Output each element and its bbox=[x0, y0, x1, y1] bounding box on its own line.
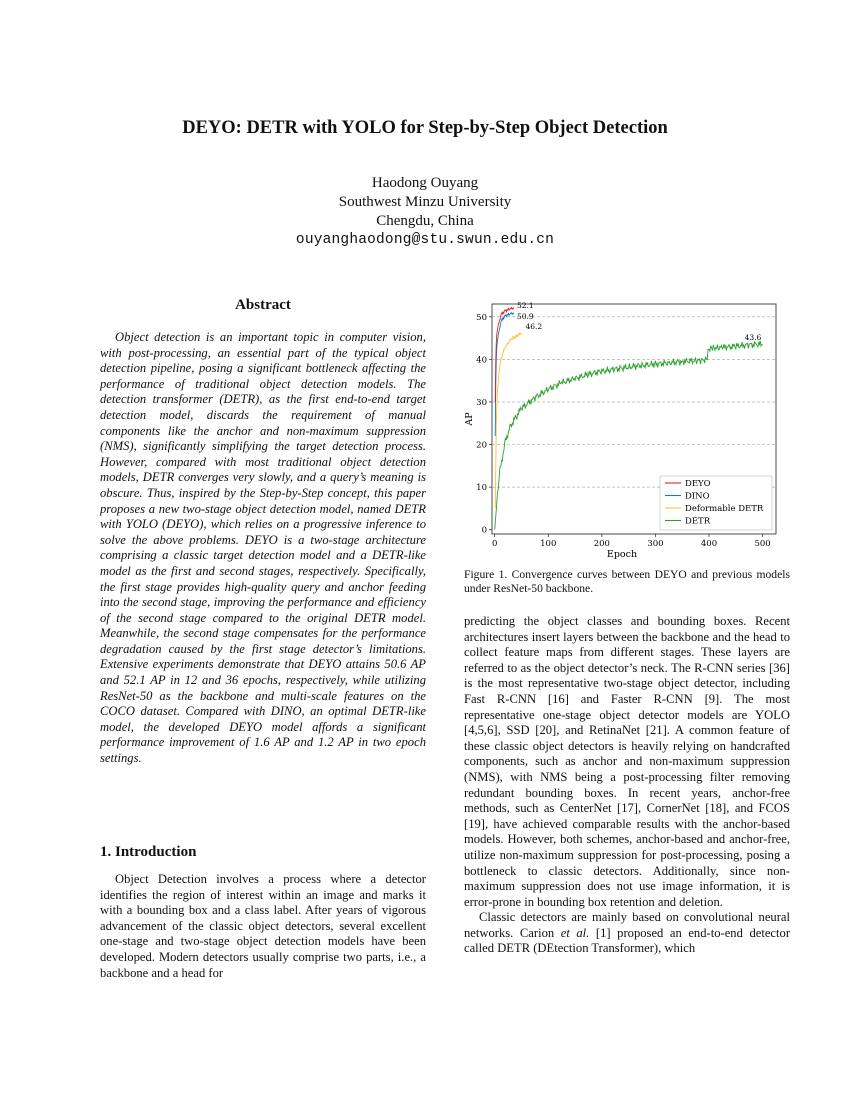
author-name: Haodong Ouyang bbox=[371, 175, 479, 191]
paper-title: DEYO: DETR with YOLO for Step-by-Step Object Detection bbox=[182, 118, 668, 138]
ytick-label-10: 10 bbox=[476, 483, 487, 494]
ytick-label-40: 40 bbox=[476, 355, 487, 366]
chart-legend bbox=[660, 476, 772, 530]
xtick-label-300: 300 bbox=[647, 539, 664, 549]
author-block bbox=[0, 174, 850, 250]
convergence-figure bbox=[462, 300, 782, 562]
introduction-paragraph-2-emphasis: et al. bbox=[560, 925, 590, 940]
convergence-chart bbox=[462, 300, 782, 562]
author-location: Chengdu, China bbox=[376, 213, 474, 229]
xtick-label-100: 100 bbox=[540, 539, 557, 549]
ytick-label-0: 0 bbox=[481, 525, 487, 536]
ytick-label-20: 20 bbox=[476, 440, 487, 451]
ytick-label-50: 50 bbox=[476, 312, 487, 323]
introduction-paragraph-2-a: Classic detectors are mainly based on convolutional neural networks. Carion bbox=[464, 910, 790, 940]
legend-label-detr: DETR bbox=[685, 516, 711, 527]
author-email: ouyanghaodong@stu.swun.edu.cn bbox=[295, 232, 555, 248]
introduction-paragraph-2-b: [1] proposed an end-to-end detector called DETR (DEtection Transformer), which bbox=[464, 925, 791, 956]
introduction-paragraph-1-continued: predicting the object classes and bounding boxes. Recent architectures insert layers between the backbone and the head to collect feature maps from different stages. These layers are referred to as the object detector’s neck. The R-CNN series [36] is the most representative two-stage object detector, including Fast R-CNN [16] and Faster R-CNN [9]. The most representative one-stage object detector models are YOLO [4,5,6], SSD [20], and RetinaNet [21]. A common feature of these classic object detectors is heavily relying on handcrafted components, such as anchor and non-maximum suppression (NMS), with NMS being a post-processing filter removing redundant bounding boxes. In recent years, anchor-free methods, such as CenterNet [17], CornerNet [18], and FCOS [19], have achieved comparable results with the anchor-based models. However, both schemes, anchor-based and anchor-free, utilize non-maximum suppression for post-processing, posing a bottleneck to classic detectors. Additionally, since non-maximum suppression does not use image information, it is error-prone in bounding box retention and deletion. bbox=[464, 614, 790, 909]
xtick-label-400: 400 bbox=[700, 539, 718, 549]
introduction-right-column bbox=[464, 614, 790, 957]
introduction-paragraph-1: Object Detection involves a process where a detector identifies the region of interest within an image and marks it with a bounding box and a class label. After years of vigorous advancement of the classic object detectors, several excellent one-stage and two-stage object detection models have been developed. Modern detectors usually comprise two parts, i.e., a backbone and a head for bbox=[100, 872, 426, 980]
y-axis-label: AP bbox=[464, 412, 475, 426]
abstract-heading: Abstract bbox=[235, 297, 291, 313]
figure-caption: Figure 1. Convergence curves between DEYO and previous models under ResNet-50 backbone. bbox=[464, 568, 790, 595]
xtick-label-200: 200 bbox=[593, 539, 610, 549]
introduction-heading: 1. Introduction bbox=[100, 844, 197, 860]
end-label-deformable-detr: 46.2 bbox=[525, 321, 543, 331]
introduction-paragraph-2 bbox=[464, 910, 790, 957]
xtick-label-500: 500 bbox=[754, 539, 771, 549]
end-label-deyo: 52.1 bbox=[516, 300, 534, 310]
abstract-text: Object detection is an important topic in computer vision, with post-processing, an essential part of the typical object detection pipeline, posing a significant bottleneck affecting the performance of traditional object detection models. The detection transformer (DETR), as the first end-to-end target detection model, discards the requirement of manual components like the anchor and non-maximum suppression (NMS), significantly simplifying the target detection process. However, compared with most traditional object detection models, DETR converges very slowly, and a query’s meaning is obscure. Thus, inspired by the Step-by-Step concept, this paper proposes a new two-stage object detection model, named DETR with YOLO (DEYO), which relies on a progressive inference to solve the above problems. DEYO is a two-stage architecture comprising a classic target detection model and a DETR-like model as the first and second stages, respectively. Specifically, the first stage provides high-quality query and anchor feeding into the second stage, improving the performance and efficiency of the second stage compared to the original DETR model. Meanwhile, the second stage compensates for the performance degradation caused by the first stage detector’s limitations. Extensive experiments demonstrate that DEYO attains 50.6 AP and 52.1 AP in 12 and 36 epochs, respectively, while utilizing ResNet-50 as the backbone and multi-scale features on the COCO dataset. Compared with DINO, an optimal DETR-like model, the developed DEYO model affords a significant performance improvement of 1.6 AP and 1.2 AP in two epoch settings. bbox=[100, 330, 426, 766]
legend-box bbox=[660, 476, 772, 530]
legend-label-deyo: DEYO bbox=[685, 479, 711, 489]
end-label-detr: 43.6 bbox=[744, 333, 762, 343]
end-label-dino: 50.9 bbox=[516, 311, 534, 321]
x-axis-label: Epoch bbox=[606, 549, 638, 560]
series-line-dino bbox=[495, 313, 514, 436]
author-affiliation: Southwest Minzu University bbox=[338, 194, 512, 210]
ytick-label-30: 30 bbox=[476, 397, 487, 408]
legend-label-deformable-detr: Deformable DETR bbox=[685, 504, 764, 514]
legend-label-dino: DINO bbox=[685, 491, 710, 502]
xtick-label-0: 0 bbox=[491, 539, 498, 549]
